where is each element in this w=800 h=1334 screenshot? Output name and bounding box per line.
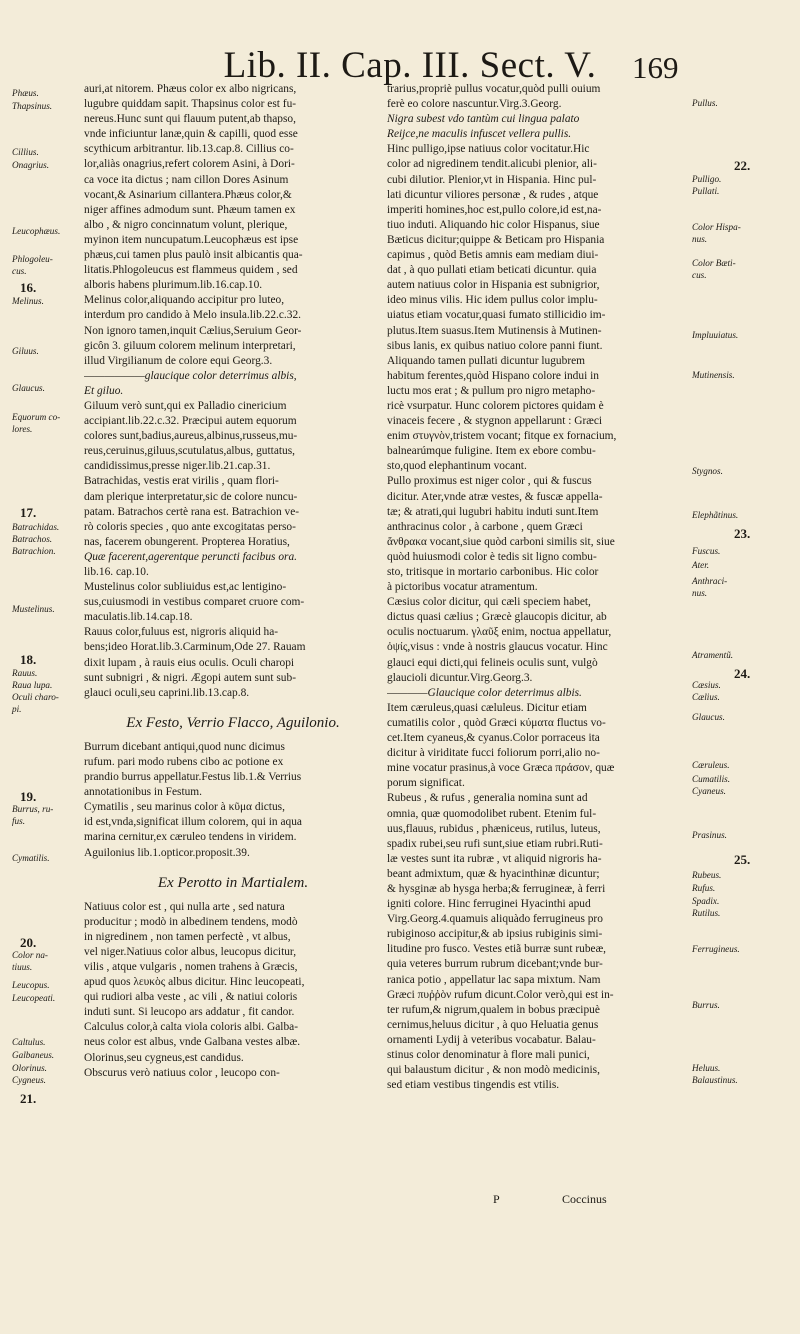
margin-note: cus. [12,266,27,276]
text-line: Rauus color,fuluus est, nigroris aliquid ha- [84,626,279,639]
text-line: mine vocatur prasinus,à voce Græca πράσον, quæ [387,762,615,775]
text-line: ferè eo colore nascuntur.Virg.3.Georg. [387,98,562,111]
text-line: rufum. pari modo rubens cibo ac potione ex [84,755,284,768]
text-line: trarius,propriè pullus vocatur,quòd pulli ouium [387,83,601,95]
margin-note: Burrus. [692,1000,720,1010]
margin-note: Olorinus. [12,1063,47,1073]
margin-section-number: 17. [20,505,37,520]
margin-section-number: 22. [734,158,751,173]
text-line: uiatus etiam vocatur,quasi fumato stillicidio im- [387,309,606,322]
text-line: læ vestes sunt ita rubræ , vt aliquid nigroris ha- [387,852,602,865]
text-line: litudine pro fusco. Vestes etiã burræ sunt rubeæ, [387,943,607,956]
text-line: glauci equi dicti,qui felineis oculis sunt, vulgò [387,656,598,669]
text-line: id est,vnda,significat illum colorem, qui in aqua [84,816,302,829]
margin-note: Batrachion. [12,546,56,556]
text-line: Burrum dicebant antiqui,quod nunc dicimus [84,740,285,753]
margin-note: pi. [12,704,22,714]
text-line: ————Glaucique color deterrimus albis. [387,686,582,699]
text-line: enim στυγνὸν,tristem vocant; fitque ex fornacium, [387,430,617,443]
margin-note: Glaucus. [692,712,725,722]
text-line: spadix rubei,seu rufi sunt,siue etiam rubri.Ruti- [387,837,603,850]
text-line: habitum ferentes,quòd Hispano colore indui in [387,369,599,382]
text-line: quia veteres burrum rubrum dicebant;vnde bur- [387,958,603,971]
text-line: marina cernitur,ex cæruleo tendens in viridem. [84,831,297,844]
margin-section-number: 23. [734,526,751,541]
text-line: phæus,cui tamen plus paulò insit albicantis qua- [84,249,303,262]
text-line: Et giluo. [84,384,124,397]
margin-note: Fuscus. [692,546,721,556]
margin-section-number: 19. [20,789,37,804]
margin-note: Rubeus. [692,870,722,880]
margin-note: Leucophæus. [12,226,61,236]
margin-note: Prasinus. [692,830,727,840]
text-line: sunt subnigri , & nigri. Ægopi autem sunt sub- [84,671,296,684]
text-line: vocant,& Asinarium cillantera.Phæus color,& [84,188,292,201]
text-line: Græci πυῤῥὸν rufum dicunt.Color verò,qui est in- [387,988,614,1001]
margin-note: Galbaneus. [12,1050,55,1060]
text-line: porum significat. [387,777,465,790]
text-line: Cymatilis , seu marinus color à κῦμα dictus, [84,801,285,814]
margin-section-number: 18. [20,652,37,667]
right-column [387,82,687,1093]
margin-note: Raua lupa. [12,680,53,690]
text-line: Cæsius color dicitur, qui cæli speciem habet, [387,596,591,609]
margin-note: Equorum co- [12,412,61,422]
text-line: alboris habens plurimum.lib.16.cap.10. [84,279,263,292]
page-number: 169 [632,50,679,85]
signature-mark: P [493,1192,500,1206]
text-line: Mustelinus color subliuidus est,ac lentigino- [84,581,287,594]
text-line: bens;ideo Horat.lib.3.Carminum,Ode 27. Rauam [84,641,306,654]
margin-note: lores. [12,424,33,434]
margin-note: Spadix. [692,896,720,906]
text-line: ὀψίς,visus : vnde à nostris glaucus vocatur. Hinc [387,641,608,654]
text-line: ter rufum,& nigrum,qualem in bobus præcipuè [387,1003,600,1016]
text-line: glaucioli dicuntur.Virg.Georg.3. [387,671,533,684]
text-line: interdum pro candido à Melo insula.lib.22.c.32. [84,309,302,322]
text-line: Batrachidas, vestis erat virilis , quam flori- [84,475,279,488]
text-line: in nigredinem , non tamen perfectè , vt albus, [84,930,291,943]
margin-note: Anthraci- [692,576,728,586]
margin-note: Batrachidas. [12,522,60,532]
text-line: dam plerique interpretatur,sic de colore nuncu- [84,490,298,503]
text-line: Hinc pulligo,ipse natiuus color vocitatur.Hic [387,143,590,156]
text-line: Rubeus , & rufus , generalia nomina sunt ad [387,792,588,805]
text-line: nas, facerem obungerent. Propterea Horatius, [84,535,290,548]
text-line: glauci oculi,seu caprini.lib.13.cap.8. [84,686,250,699]
text-line: prandio burrus appellatur.Festus lib.1.& Verrius [84,771,302,784]
text-line: Natiuus color est , qui nulla arte , sed natura [84,900,285,913]
margin-note: Batrachos. [12,534,53,544]
section-heading: Ex Perotto in Martialem. [157,874,309,891]
text-line: apud quos λευκὸς albus dicitur. Hinc leucopeati, [84,976,305,989]
margin-note: Pullati. [692,186,720,196]
text-line: cubi dilutior. Plenior,vt in Hispania. Hinc pul- [387,173,597,186]
margin-note: Cumatilis. [692,774,731,784]
margin-note: Thapsinus. [12,101,53,111]
margin-section-number: 25. [734,852,751,867]
text-line: ricè vsurpatur. Hunc colorem pictores quidam è [387,399,604,412]
margin-note: Color na- [12,950,48,960]
text-line: dixit lupam , à rauis eius oculis. Oculi charopi [84,656,295,669]
text-line: dicitur. Ater,vnde atræ vestes, & fuscæ appella- [387,490,603,503]
margin-note: Stygnos. [692,466,723,476]
margin-note: nus. [692,588,708,598]
margin-section-number: 20. [20,935,37,950]
text-line: annotationibus in Festum. [84,786,203,799]
text-line: maculatis.lib.14.cap.18. [84,611,193,624]
margin-note: Burrus, ru- [12,804,54,814]
text-line: Obscurus verò natiuus color , leucopo con- [84,1066,280,1079]
margin-note: Color Hispa- [692,222,741,232]
catchword: Coccinus [562,1192,607,1206]
text-line: dictus quasi cælius ; Græcè glaucopis dicitur, ab [387,611,607,624]
text-line: sto, tritisque in mortario carbonibus. Hic color [387,566,599,578]
text-line: uus,flauus, rubidus , phæniceus, rutilus, luteus, [387,822,601,835]
text-line: Pullo proximus est niger color , qui & fuscus [387,475,592,488]
text-line: Nigra subest vdo tantùm cui lingua palato [387,113,580,126]
text-line: lib.16. cap.10. [84,566,149,578]
text-line: Non ignoro tamen,inquit Cælius,Seruium Geor- [84,324,302,337]
text-line: Item cæruleus,quasi cæluleus. Dicitur etiam [387,701,587,714]
margin-note: Heluus. [692,1063,721,1073]
text-line: neus color est albus, vnde Galbana vestes albæ. [84,1036,301,1049]
margin-note: Rufus. [692,883,716,893]
margin-note: nus. [692,234,708,244]
margin-note: Leucopeati. [12,993,56,1003]
margin-note: Melinus. [12,296,44,306]
margin-note: Cælius. [692,692,720,702]
text-line: tiuo induti. Aliquando hic color Hispanus, siue [387,218,600,231]
margin-note: Onagrius. [12,160,50,170]
margin-note: Phlogoleu- [12,254,53,264]
text-line: qui rudiori alba veste , ac vili , & natiui coloris [84,991,298,1004]
text-line: candidissimus,presse niger.lib.21.cap.31. [84,460,271,473]
text-line: tæ; & atrati,qui lugubri habitu induti sunt.Item [387,505,599,518]
text-line: qui balaustum dicitur , & non modò medicinis, [387,1064,600,1077]
margin-note: Cymatilis. [12,853,50,863]
text-line: induti sunt. Si leucopo ars addatur , fit candor. [84,1006,295,1019]
text-line: sto,quod elephantinum vocant. [387,460,527,473]
text-line: ἄνθρακα vocant,siue quòd carboni similis sit, siue [387,535,615,548]
section-heading: Ex Festo, Verrio Flacco, Aguilonio. [126,714,340,731]
margin-section-number: 16. [20,280,37,295]
text-line: Aguilonius lib.1.opticor.proposit.39. [84,846,250,859]
margin-note: Rauus. [12,668,38,678]
text-line: ornamenti Lydij à veteribus vocabatur. Balau- [387,1033,596,1046]
margin-note: Color Bæti- [692,258,736,268]
text-line: litatis.Phlogoleucus est flammeus quidem , sed [84,264,298,277]
margin-note: Impluuiatus. [692,330,739,340]
text-line: niger affines admodum sunt. Phæum tamen ex [84,203,296,216]
margin-note: Oculi charo- [12,692,59,702]
text-line: albo , & nigro concinnatum volunt, plerique, [84,218,288,231]
text-line: nereus.Hunc sunt qui flauum putent,ab thapso, [84,113,296,126]
text-line: cumatilis color , quòd Græci κύματα fluctus vo- [387,716,606,729]
margin-note: Cyaneus. [692,786,726,796]
text-line: quòd huiusmodi color è tedis sit ligno combu- [387,550,597,563]
text-line: ——————glaucique color deterrimus albis, [84,369,297,382]
margin-note: Pulligo. [692,174,722,184]
text-line: anthracinus color , à carbone , quem Græci [387,520,583,533]
text-line: rubiginoso accipitur,& ab ipsius rubiginis simi- [387,928,603,941]
margin-note: Balaustinus. [692,1075,738,1085]
text-line: accipiant.lib.22.c.32. Præcipui autem equorum [84,415,297,428]
margin-note: Giluus. [12,346,39,356]
text-line: lor,aliàs onagrius,refert colorem Asini, à Dori- [84,158,295,171]
text-line: à pictoribus vocatur atramentum. [387,581,538,594]
text-line: Giluum verò sunt,qui ex Palladio cinericium [84,399,287,412]
text-line: colores sunt,badius,aureus,albinus,russeus,mu- [84,430,298,443]
margin-note: fus. [12,816,26,826]
margin-note: Ater. [692,560,710,570]
margin-note: Caltulus. [12,1037,46,1047]
text-line: cet.Item cyaneus,& cyanus.Color porraceus ita [387,732,600,745]
text-line: lugubre quiddam sapit. Thapsinus color est fu- [84,98,297,111]
text-line: myinon item nuncupatum.Leucophæus est ipse [84,233,299,246]
margin-section-number: 21. [20,1091,37,1106]
margin-note: Elephãtinus. [692,510,739,520]
margin-note: Cæruleus. [692,760,730,770]
text-line: Quæ facerent,agerentque peruncti facibus ora. [84,550,298,563]
margin-note: Mutinensis. [692,370,735,380]
text-line: luctu mos erat ; & pullum pro nigro metapho- [387,384,596,397]
text-line: color ad nigredinem tendit.alicubi plenior, ali- [387,158,597,171]
text-line: producitur ; modò in albedinem tendens, modò [84,915,298,928]
margin-note: Glaucus. [12,383,45,393]
text-line: dicitur à viriditate fucci foliorum porri,alio no- [387,747,600,760]
margin-note: Pullus. [692,98,718,108]
text-line: Melinus color,aliquando accipitur pro luteo, [84,294,285,307]
text-line: balnearúmque fuligine. Item ex ebore combu- [387,445,596,458]
margin-note: Cæsius. [692,680,721,690]
text-line: & hysginæ ab hysga herba;& ferrugineæ, à ferri [387,882,606,895]
text-line: auri,at nitorem. Phæus color ex albo nigricans, [84,83,297,95]
text-line: patam. Batrachos certè rana est. Batrachion ve- [84,505,300,518]
margin-note: Phæus. [12,88,39,98]
text-line: Reijce,ne maculis infuscet vellera pullis. [387,128,572,141]
text-line: stinus color denominatur à flore mali punici, [387,1049,590,1061]
text-line: dat , à quo pullati etiam beticati dicuntur. quia [387,264,597,277]
text-line: beant admixtum, quæ & hyacinthinæ dicuntur; [387,867,600,880]
text-line: capimus , quòd Betis amnis eam mediam diui- [387,249,599,262]
text-line: vilis , atque vulgaris , nomen trahens à Græcis, [84,960,298,973]
margin-note: Atramentũ. [692,650,734,660]
text-line: Calculus color,à calta viola coloris albi. Galba- [84,1021,298,1034]
text-line: ca voce ita dictus ; nam cillon Dores Asinum [84,173,289,186]
margin-note: Leucopus. [12,980,50,990]
text-line: vnde inficiuntur lanæ,quin & capilli, quod esse [84,128,298,141]
text-line: cernimus,heluus dicitur , à quo Heluatia genus [387,1018,599,1031]
text-line: Aliquando tamen pullati dicuntur lugubrem [387,354,586,367]
text-line: gicôn 3. giluum colorem melinum interpretari, [84,339,296,352]
margin-note: Ferrugineus. [692,944,740,954]
text-line: igniti colore. Hinc ferruginei Hyacinthi apud [387,898,591,911]
text-line: ranica potio , appellatur lac sapa mixtum. Nam [387,973,601,986]
margin-note: cus. [692,270,707,280]
text-line: sibus lanis, ex quibus natiuo colore panni fiunt. [387,339,603,352]
text-line: imperiti homines,hoc est,pullo colore,id est,na- [387,203,602,216]
left-column [84,82,382,1081]
text-line: autem natiuus color in Hispania est subnigrior, [387,279,600,292]
text-line: omnia, quæ quomodolibet rubent. Etenim ful- [387,807,597,820]
running-head: Lib. II. Cap. III. Sect. V. [223,45,597,86]
text-line: sus,cuiusmodi in vestibus comparet cruore com- [84,596,305,609]
text-line: illud Virgilianum de colore equi Georg.3. [84,354,273,367]
margin-note: Rutilus. [692,908,721,918]
text-line: Bæticus dicitur;quippe & Beticam pro Hispania [387,233,605,246]
margin-note: Cygneus. [12,1075,46,1085]
margin-note: Cillius. [12,147,39,157]
text-line: lati dicuntur viliores personæ , & rudes , atque [387,188,599,201]
text-line: reus,ceruinus,giluus,scutulatus,albus, guttatus, [84,445,296,458]
margin-section-number: 24. [734,666,751,681]
text-line: rò coloris species , quo ante excogitatas perso- [84,520,296,533]
text-line: Olorinus,seu cygneus,est candidus. [84,1051,244,1064]
margin-note: Mustelinus. [12,604,55,614]
text-line: vel niger.Natiuus color albus, leucopus dicitur, [84,945,297,958]
margin-note: tiuus. [12,962,33,972]
text-line: sed etiam vestibus tingendis est vtilis. [387,1079,560,1092]
text-line: Virg.Georg.4.quamuis aliquàdo ferrugineus pro [387,913,603,926]
text-line: plutus.Item suasus.Item Mutinensis à Mutinen- [387,324,602,337]
text-line: scythicum arbitrantur. lib.13.cap.8. Cillius co- [84,143,294,156]
text-line: ideo minus vilis. Hic idem pullus color implu- [387,294,598,307]
text-line: oculis noctuarum. γλαῦξ enim, noctua appellatur, [387,626,612,639]
text-line: vinaceis fecere , & stygnon appellarunt : Græci [387,415,603,428]
